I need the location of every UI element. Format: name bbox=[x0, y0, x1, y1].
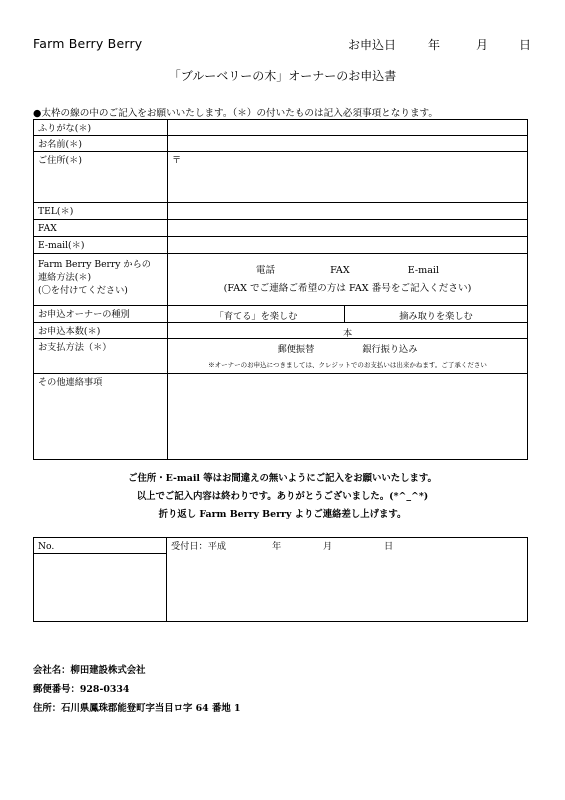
date-day-label: 日 bbox=[519, 38, 532, 52]
date-month-label: 月 bbox=[476, 38, 489, 52]
brand-name: Farm Berry Berry bbox=[33, 36, 143, 51]
application-date-label: お申込日 bbox=[348, 38, 397, 52]
payment-option-bank[interactable]: 銀行振り込み bbox=[362, 344, 418, 355]
contact-method-options bbox=[168, 254, 528, 306]
name-row bbox=[34, 136, 528, 152]
closing-line-3: 折り返し Farm Berry Berry よりご連絡差し上げます。 bbox=[158, 509, 407, 520]
quantity-field[interactable] bbox=[168, 323, 528, 339]
document-title: 「ブルーベリーの木」オーナーのお申込書 bbox=[168, 69, 397, 83]
reception-number-field[interactable] bbox=[34, 554, 167, 622]
date-year-label: 年 bbox=[428, 38, 441, 52]
fax-field[interactable] bbox=[168, 220, 528, 237]
tel-field[interactable] bbox=[168, 203, 528, 220]
company-address: 住所：石川県鳳珠郡能登町字当目ロ字 64 番地 1 bbox=[33, 703, 241, 714]
furigana-label: ふりがな(＊) bbox=[34, 120, 168, 136]
fax-label: FAX bbox=[34, 220, 168, 237]
quantity-unit: 本 bbox=[343, 328, 353, 339]
email-field[interactable] bbox=[168, 237, 528, 254]
payment-option-postal[interactable]: 郵便振替 bbox=[277, 344, 315, 355]
closing-line-2: 以上でご記入内容は終わりです。ありがとうございました。(*^_^*) bbox=[136, 491, 429, 502]
payment-row bbox=[34, 339, 528, 374]
payment-note: ※オーナーのお申込につきましては、クレジットでのお支払いは出来かねます。ご了承ください bbox=[208, 361, 487, 369]
application-form-table bbox=[33, 119, 528, 460]
instruction-notice: ●太枠の線の中のご記入をお願いいたします。（＊）の付いたものは記入必須事項となります。 bbox=[33, 108, 438, 119]
address-row bbox=[34, 152, 528, 203]
contact-method-label-line1: Farm Berry Berry からの bbox=[38, 259, 151, 270]
reception-year-label: 年 bbox=[272, 541, 282, 552]
quantity-row bbox=[34, 323, 528, 339]
owner-option-pick[interactable]: 摘み取りを楽しむ bbox=[345, 306, 528, 323]
company-name: 会社名：柳田建設株式会社 bbox=[33, 665, 146, 676]
contact-method-label-line2: 連絡方法(＊) bbox=[38, 272, 92, 283]
office-use-table bbox=[33, 537, 528, 622]
email-row bbox=[34, 237, 528, 254]
furigana-field[interactable] bbox=[168, 120, 528, 136]
tel-label: TEL(＊) bbox=[34, 203, 168, 220]
name-field[interactable] bbox=[168, 136, 528, 152]
contact-method-label bbox=[34, 254, 168, 306]
email-label: E-mail(＊) bbox=[34, 237, 168, 254]
owner-option-grow[interactable]: 「育てる」を楽しむ bbox=[168, 306, 345, 323]
contact-option-phone[interactable]: 電話 bbox=[255, 265, 276, 276]
company-postal-code: 郵便番号：928-0334 bbox=[33, 684, 130, 695]
contact-fax-note: (FAX でご連絡ご希望の方は FAX 番号をご記入ください) bbox=[223, 283, 472, 294]
address-label: ご住所(＊) bbox=[34, 152, 168, 203]
other-field[interactable] bbox=[168, 374, 528, 460]
postal-mark: 〒 bbox=[172, 155, 182, 166]
reception-day-label: 日 bbox=[384, 541, 394, 552]
owner-type-label: お申込オーナーの種別 bbox=[34, 306, 168, 323]
contact-method-row bbox=[34, 254, 528, 306]
address-field[interactable] bbox=[168, 152, 528, 203]
reception-month-label: 月 bbox=[323, 541, 333, 552]
fax-row bbox=[34, 220, 528, 237]
contact-option-fax[interactable]: FAX bbox=[330, 265, 350, 276]
furigana-row bbox=[34, 120, 528, 136]
quantity-label: お申込本数(＊) bbox=[34, 323, 168, 339]
reception-date-cell bbox=[167, 538, 528, 622]
payment-label: お支払方法（＊） bbox=[34, 339, 168, 374]
reception-date-label: 受付日：平成 bbox=[171, 541, 227, 552]
contact-option-email[interactable]: E-mail bbox=[407, 265, 440, 276]
payment-options bbox=[168, 339, 528, 374]
name-label: お名前(＊) bbox=[34, 136, 168, 152]
owner-type-row bbox=[34, 306, 528, 323]
reception-number-label: No. bbox=[34, 538, 167, 554]
closing-line-1: ご住所・E-mail 等はお間違えの無いようにご記入をお願いいたします。 bbox=[128, 473, 437, 484]
contact-method-label-line3: (〇を付けてください) bbox=[38, 285, 128, 296]
other-label: その他連絡事項 bbox=[34, 374, 168, 460]
other-row bbox=[34, 374, 528, 460]
tel-row bbox=[34, 203, 528, 220]
